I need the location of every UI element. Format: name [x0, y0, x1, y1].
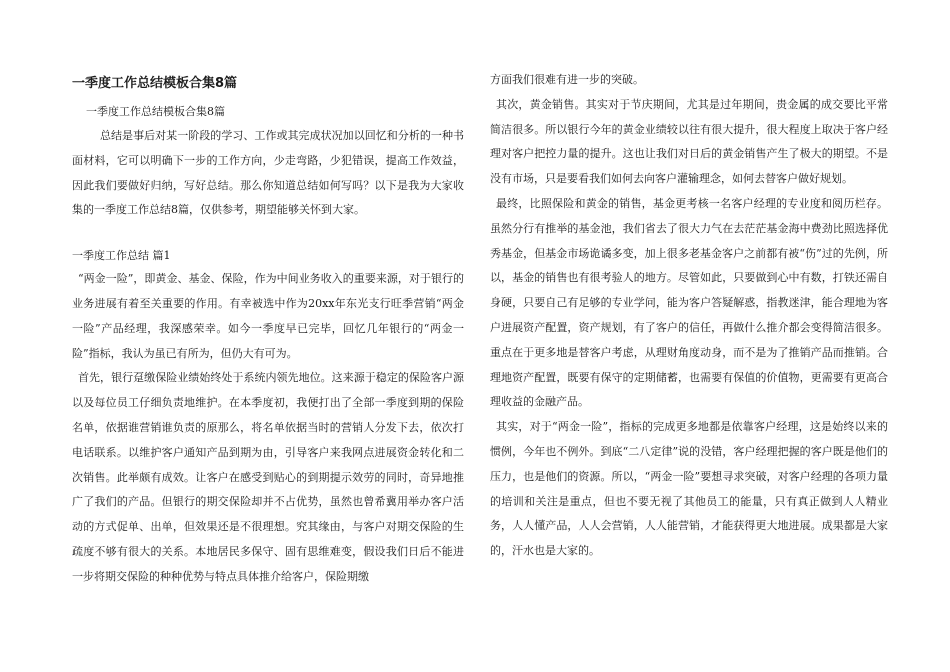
document-title: 一季度工作总结模板合集8篇: [72, 76, 238, 91]
document-subtitle: 一季度工作总结模板合集8篇: [86, 105, 225, 118]
body-paragraph: 方面我们很难有进一步的突破。: [490, 73, 644, 86]
section-heading: 一季度工作总结 篇1: [72, 249, 171, 263]
body-paragraph: “两金一险”，即黄金、基金、保险，作为中间业务收入的重要来源，对于银行的业务进展有着至关重要的作用。有幸被选中作为20xx年东光支行旺季营销“两金一险”产品经理，我深感荣幸。如今一季度早已完毕，回忆几年银行的“两金一险”指标，我认为虽已有所为，但仍大有可为。: [72, 272, 464, 360]
body-paragraph: 首先，银行趸缴保险业绩始终处于系统内领先地位。这来源于稳定的保险客户源以及每位员工仔细负责地维护。在本季度初，我便打出了全部一季度到期的保险名单，依据谁营销谁负责的原那么，将名单依据当时的营销人分发下去，依次打电话联系。以维护客户通知产品到期为由，引导客户来我网点进展资金转化和二次销售。此举颇有成效。让客户在感受到贴心的到期提示效劳的同时，奇异地推广了我们的产品。但银行的期交保险却并不占优势，虽然也曾希冀用举办客户活动的方式促单、出单，但效果还是不很理想。究其缘由，与客户对期交保险的生疏度不够有很大的关系。本地居民多保守、固有思维难变，假设我们日后不能进一步将期交保险的种种优势与特点具体推介给客户，保险期缴: [72, 371, 464, 583]
right-column: [490, 68, 888, 564]
body-paragraph: 最终，比照保险和黄金的销售，基金更考核一名客户经理的专业度和阅历栏存。虽然分行有推举的基金池，我们省去了很大力气在去茫茫基金海中费劲比照选择优秀基金，但基金市场诡谲多变，加上很多老基金客户之前都有被“伤”过的先例，所以，基金的销售也有很考验人的地方。尽管如此，只要做到心中有数，打铁还需自身硬，只要自己有足够的专业学问，能为客户答疑解惑，指教迷津，能合理地为客户进展资产配置，资产规划，有了客户的信任，再做什么推介都会变得简洁很多。重点在于更多地是替客户考虑，从理财角度动身，而不是为了推销产品而推销。合理地资产配置，既要有保守的定期储蓄，也需要有保值的价值物，更需要有更高合理收益的金融产品。: [490, 196, 888, 409]
body-paragraph: 其实，对于“两金一险”，指标的完成更多地都是依靠客户经理，这是始终以来的惯例，今年也不例外。到底“二八定律”说的没错，客户经理把握的客户既是他们的压力，也是他们的资源。所以，“两金一险”要想寻求突破，对客户经理的各项力量的培训和关注是重点，但也不要无视了其他员工的能量，只有真正做到人人精业务，人人懂产品，人人会营销，人人能营销，才能获得更大地进展。成果都是大家的，汗水也是大家的。: [490, 420, 888, 558]
intro-paragraph: 总结是事后对某一阶段的学习、工作或其完成状况加以回忆和分析的一种书面材料，它可以明确下一步的工作方向，少走弯路，少犯错误，提高工作效益，因此我们要做好归纳，写好总结。那么你知道总结如何写吗？以下是我为大家收集的一季度工作总结8篇，仅供参考，期望能够关怀到大家。: [72, 129, 464, 217]
body-paragraph: 其次，黄金销售。其实对于节庆期间，尤其是过年期间，贵金属的成交要比平常简洁很多。所以银行今年的黄金业绩较以往有很大提升，很大程度上取决于客户经理对客户把控力量的提升。这也让我们对日后的黄金销售产生了极大的期望。不是没有市场，只是要看我们如何去向客户灌输理念，如何去替客户做好规划。: [490, 97, 888, 186]
left-column: [72, 68, 464, 590]
spacer: [72, 223, 464, 245]
